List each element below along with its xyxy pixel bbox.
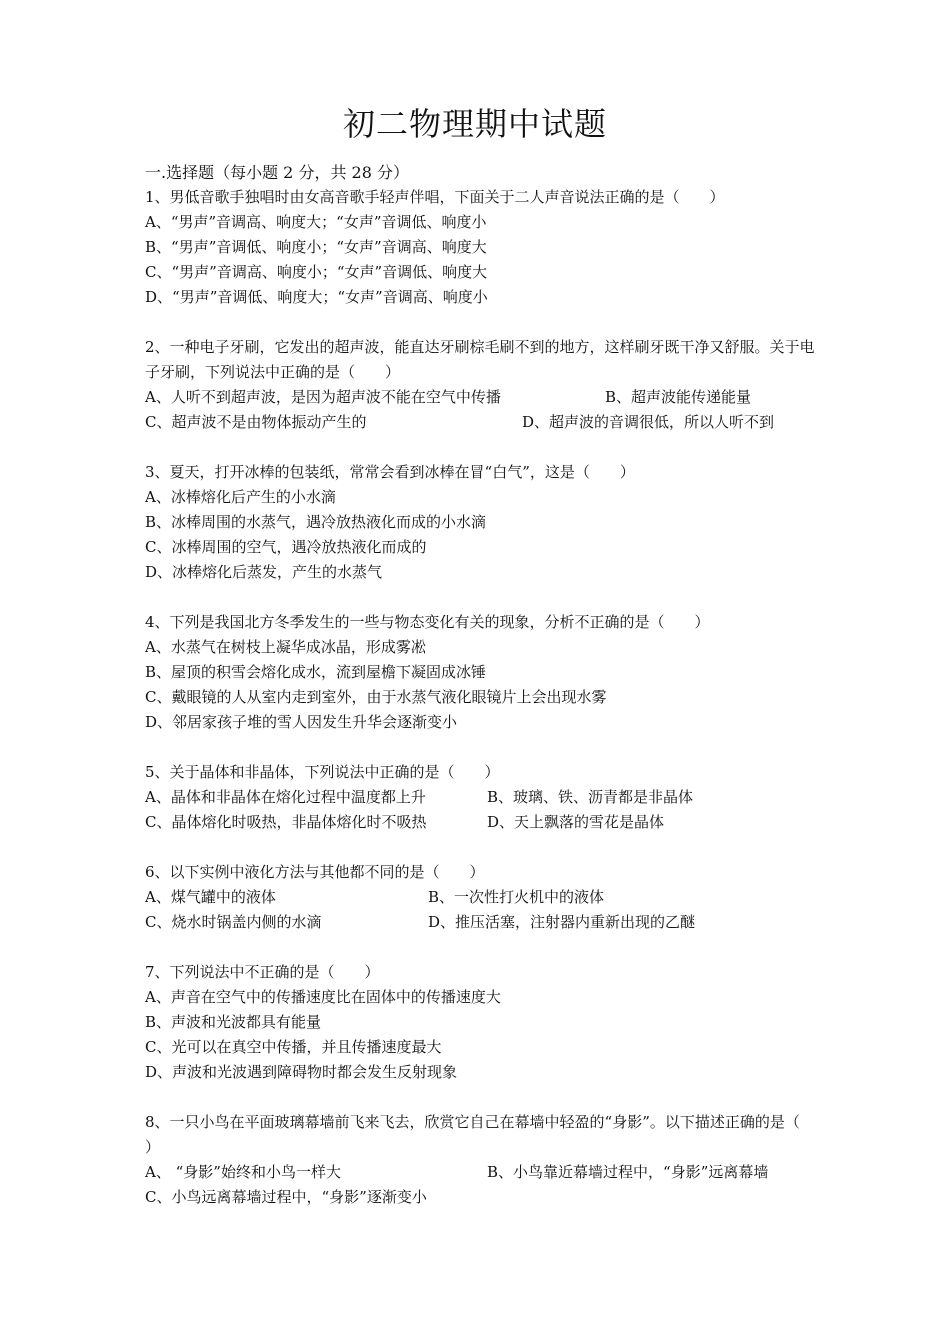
option-b: B、小鸟靠近幕墙过程中，“身影”远离幕墙 [487,1163,769,1181]
question-2 [145,335,817,435]
question-stem: 8、一只小鸟在平面玻璃幕墙前飞来飞去，欣赏它自己在幕墙中轻盈的“身影”。以下描述正确的是（ ） [145,1113,830,1156]
option-c: C、超声波不是由物体振动产生的 [145,413,367,431]
option-d: D、邻居家孩子堆的雪人因发生升华会逐渐变小 [145,713,458,731]
option-b: B、声波和光波都具有能量 [145,1013,322,1031]
question-stem: 3、夏天，打开冰棒的包装纸，常常会看到冰棒在冒“白气”，这是（ ） [145,463,635,481]
question-1 [145,185,817,310]
question-6 [145,860,817,935]
option-d: D、声波和光波遇到障碍物时都会发生反射现象 [145,1063,458,1081]
option-b: B、冰棒周围的水蒸气，遇冷放热液化而成的小水滴 [145,513,487,531]
options-row [145,910,817,935]
page-title: 初二物理期中试题 [342,105,607,143]
options-row [145,885,817,910]
option-c: C、冰棒周围的空气，遇冷放热液化而成的 [145,538,427,556]
question-stem: 4、下列是我国北方冬季发生的一些与物态变化有关的现象，分析不正确的是（ ） [145,613,710,631]
option-d: D、“男声”音调低、响度大；“女声”音调高、响度小 [145,288,488,306]
question-stem: 7、下列说法中不正确的是（ ） [145,963,380,981]
option-c: C、“男声”音调高、响度小；“女声”音调低、响度大 [145,263,488,281]
option-a: A、人听不到超声波，是因为超声波不能在空气中传播 [145,388,501,406]
option-c: C、烧水时锅盖内侧的水滴 [145,913,322,931]
option-d: D、超声波的音调很低，所以人听不到 [522,413,775,431]
option-a: A、冰棒熔化后产生的小水滴 [145,488,336,506]
options-row [145,1160,817,1185]
question-stem: 1、男低音歌手独唱时由女高音歌手轻声伴唱，下面关于二人声音说法正确的是（ ） [145,188,725,206]
option-b: B、玻璃、铁、沥青都是非晶体 [487,788,694,806]
question-7 [145,960,817,1085]
option-b: B、屋顶的积雪会熔化成水，流到屋檐下凝固成冰锤 [145,663,487,681]
question-4 [145,610,817,735]
section-heading: 一.选择题（每小题 2 分，共 28 分） [145,163,409,182]
question-stem: 2、一种电子牙刷，它发出的超声波，能直达牙刷棕毛刷不到的地方，这样刷牙既干净又舒服。关于电子牙刷，下列说法中正确的是（ ） [145,338,815,381]
options-row [145,385,817,410]
options-row [145,410,817,435]
question-stem: 5、关于晶体和非晶体，下列说法中正确的是（ ） [145,763,500,781]
options-row [145,785,817,810]
option-c: C、晶体熔化时吸热，非晶体熔化时不吸热 [145,813,427,831]
option-a: A、煤气罐中的液体 [145,888,276,906]
option-a: A、水蒸气在树枝上凝华成冰晶，形成雾凇 [145,638,426,656]
question-stem: 6、以下实例中液化方法与其他都不同的是（ ） [145,863,485,881]
option-a: A、“男声”音调高、响度大；“女声”音调低、响度小 [145,213,487,231]
question-5 [145,760,817,835]
option-d: D、冰棒熔化后蒸发，产生的水蒸气 [145,563,383,581]
option-d: D、推压活塞，注射器内重新出现的乙醚 [428,913,696,931]
options-row [145,810,817,835]
option-b: B、超声波能传递能量 [605,388,752,406]
option-d: D、天上飘落的雪花是晶体 [487,813,665,831]
question-3 [145,460,817,585]
option-b: B、“男声”音调低、响度小；“女声”音调高、响度大 [145,238,487,256]
option-c: C、光可以在真空中传播，并且传播速度最大 [145,1038,442,1056]
exam-content [145,160,830,1235]
option-a: A、声音在空气中的传播速度比在固体中的传播速度大 [145,988,501,1006]
option-c: C、戴眼镜的人从室内走到室外，由于水蒸气液化眼镜片上会出现水雾 [145,688,607,706]
option-b: B、一次性打火机中的液体 [428,888,605,906]
option-a: A、 “身影”始终和小鸟一样大 [145,1163,341,1181]
question-8 [145,1110,830,1210]
option-a: A、晶体和非晶体在熔化过程中温度都上升 [145,788,426,806]
option-c: C、小鸟远离幕墙过程中，“身影”逐渐变小 [145,1188,427,1206]
